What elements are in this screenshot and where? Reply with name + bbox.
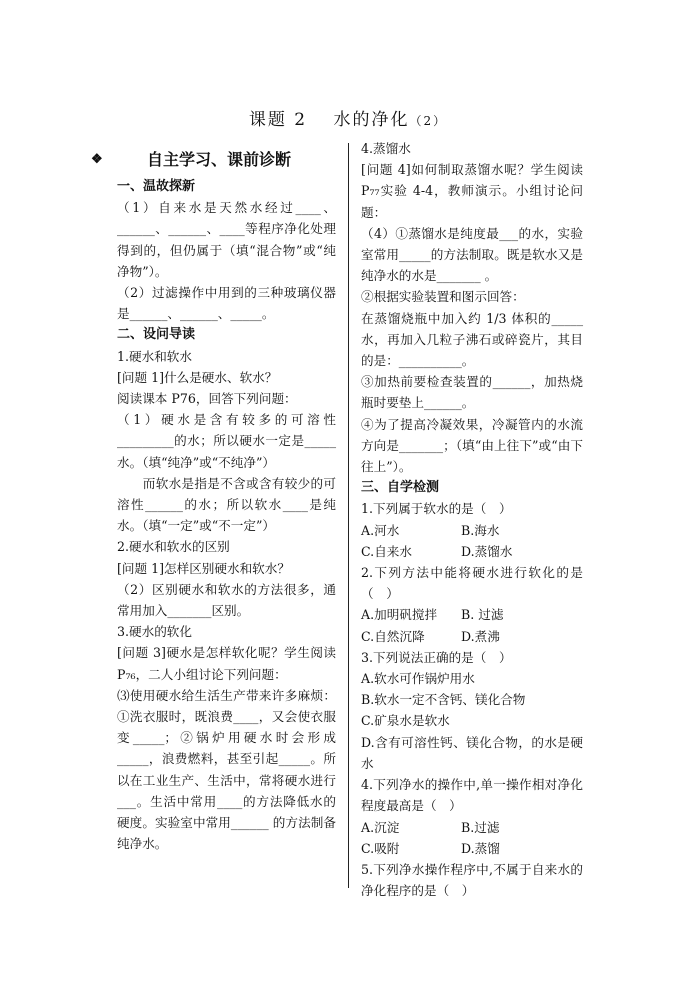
option: B.软水一定不含钙、镁化合物 bbox=[361, 692, 526, 708]
column-divider bbox=[348, 143, 349, 888]
soft-water-definition: 而软水是指是不含或含有较少的可溶性______的水；所以软水____是纯水。（填“一定”或“不一定”） bbox=[117, 475, 336, 534]
test-4-options-row2 bbox=[361, 838, 583, 859]
problem-2: [问题 1]怎样区别硬水和软水？ bbox=[117, 560, 290, 576]
boiling-chips-question: 在蒸馏烧瓶中加入约 1/3 体积的_____水，再加入几粒子沸石或碎瓷片，其目的是：__________。 bbox=[361, 310, 583, 369]
option: B. 过滤 bbox=[461, 607, 504, 623]
problem-4: [问题 4]如何制取蒸馏水呢？学生阅读 P₇₇实验 4-4，教师演示。小组讨论问题： bbox=[361, 162, 583, 220]
lesson-title-main: 课题 2 水的净化 bbox=[248, 110, 410, 130]
topic-distinguish: 2.硬水和软水的区别 bbox=[117, 539, 230, 555]
topic-hard-soft-water: 1.硬水和软水 bbox=[117, 348, 192, 364]
option: D.含有可溶性钙、镁化合物，的水是硬水 bbox=[361, 734, 583, 771]
test-2-options-row1 bbox=[361, 604, 583, 625]
option: A.软水可作锅炉用水 bbox=[361, 671, 475, 687]
test-2-options-row2 bbox=[361, 626, 583, 647]
test-1-options-row1 bbox=[361, 520, 583, 541]
subsection-review: 一、温故探新 bbox=[117, 179, 196, 194]
test-1-question: 1.下列属于软水的是（ ） bbox=[361, 501, 512, 517]
test-4-options-row1 bbox=[361, 817, 583, 838]
option: A.加明矾搅拌 bbox=[361, 607, 438, 623]
topic-distilled-water: 4.蒸馏水 bbox=[361, 141, 411, 156]
hard-water-definition: （1）硬水是含有较多的可溶性_________的水；所以硬水一定是_____水。（填“纯净”或“不纯净”） bbox=[117, 412, 336, 470]
section-heading bbox=[91, 147, 336, 172]
option: C.自来水 bbox=[361, 543, 412, 559]
subsection-self-test: 三、自学检测 bbox=[361, 480, 440, 496]
condenser-question: ④为了提高冷凝效果，冷凝管内的水流方向是_______；（填“由上往下”或“由下往上”）。 bbox=[361, 416, 583, 475]
diamond-bullet-icon: ❖ bbox=[91, 152, 103, 167]
option: C.吸附 bbox=[361, 840, 400, 856]
question-2-text: （2）过滤操作中用到的三种玻璃仪器是______、______、_____。 bbox=[117, 285, 336, 322]
option: D.蒸馏水 bbox=[461, 543, 513, 559]
problem-1: [问题 1]什么是硬水、软水？ bbox=[117, 369, 278, 385]
test-5-question: 5.下列净水操作程序中,不属于自来水的净化程序的是（ ） bbox=[361, 861, 583, 899]
test-1-options-row2 bbox=[361, 541, 583, 562]
distinguish-method: （2）区别硬水和软水的方法很多，通常用加入_______区别。 bbox=[117, 581, 336, 619]
lesson-title-sub: （2） bbox=[409, 114, 448, 128]
problem-1-instruction: 阅读课本 P76，回答下列问题： bbox=[117, 391, 297, 407]
option: D.蒸馏 bbox=[461, 840, 500, 856]
left-column bbox=[91, 147, 336, 855]
option: C.矿泉水是软水 bbox=[361, 713, 450, 729]
subsection-guided: 二、设问导读 bbox=[117, 327, 196, 343]
problem-3: [问题 3]硬水是怎样软化呢？学生阅读 P₇₆，二人小组讨论下列问题： bbox=[117, 645, 336, 682]
test-2-question: 2.下列方法中能将硬水进行软化的是（ ） bbox=[361, 565, 583, 602]
apparatus-check-question: ③加热前要检查装置的______，加热烧瓶时要垫上______。 bbox=[361, 374, 583, 411]
option: A.河水 bbox=[361, 522, 400, 538]
test-4-question: 4.下列净水的操作中,单一操作相对净化程度最高是（ ） bbox=[361, 777, 583, 814]
right-column bbox=[361, 138, 583, 901]
option: B.过滤 bbox=[461, 819, 500, 835]
test-3-question: 3.下列说法正确的是（ ） bbox=[361, 649, 512, 665]
lesson-title bbox=[0, 105, 696, 130]
option: C.自然沉降 bbox=[361, 628, 425, 644]
topic-softening: 3.硬水的软化 bbox=[117, 624, 192, 640]
option: A.沉淀 bbox=[361, 819, 400, 835]
apparatus-instruction: ②根据实验装置和图示回答： bbox=[361, 289, 525, 305]
section-heading-text: 自主学习、课前诊断 bbox=[147, 150, 292, 169]
option: D.煮沸 bbox=[461, 628, 500, 644]
option: B.海水 bbox=[461, 522, 500, 538]
hard-water-problems: ⑶使用硬水给生活生产带来许多麻烦：①洗衣服时，既浪费____，又会使衣服变_____；②锅炉用硬水时会形成_____，浪费燃料，甚至引起_____。所以在工业生产、生活中，常将硬水进行___。生活中常用____的方法降低水的硬度。实验室中常用______ 的方法制备纯净水。 bbox=[117, 687, 336, 852]
distilled-water-question: （4）①蒸馏水是纯度最___的水，实验室常用_____的方法制取。既是软水又是纯净水的水是_______ 。 bbox=[361, 225, 583, 284]
question-1-text: （1）自来水是天然水经过____、______、______、____等程序净化处理得到的，但仍属于（填“混合物”或“纯净物”）。 bbox=[117, 200, 336, 279]
